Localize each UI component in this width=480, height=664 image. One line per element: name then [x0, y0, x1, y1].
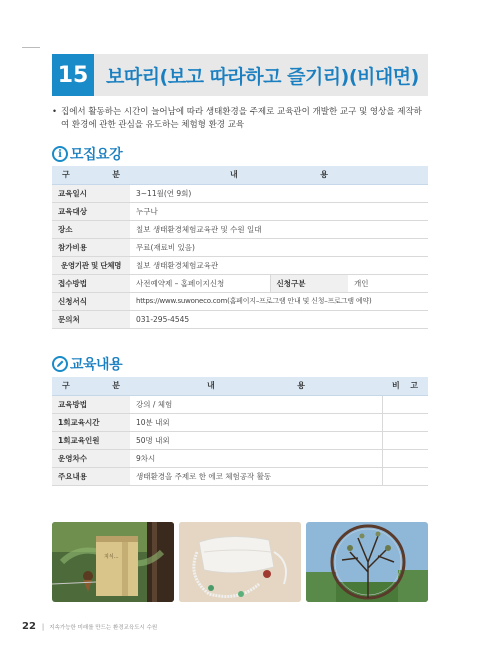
col-header-note — [382, 377, 428, 395]
info-icon: i — [52, 146, 68, 162]
col-header-note-char: 고 — [410, 381, 418, 391]
footer-separator: | — [41, 623, 45, 631]
table-row — [52, 220, 428, 238]
col-header-category-char: 구 — [62, 170, 70, 180]
col-header-content — [130, 166, 428, 184]
row-label: 교육방법 — [52, 395, 130, 413]
table-row — [52, 395, 428, 413]
intro-text: 집에서 활동하는 시간이 늘어남에 따라 생태환경을 주제로 교육관이 개발한 교구 및 영상을 제작하여 환경에 관한 관심을 유도하는 체험형 환경 교육 — [61, 107, 422, 130]
row-value: 강의 / 체험 — [130, 395, 382, 413]
row-value: 생태환경을 주제로 한 에코 체험공작 활동 — [130, 467, 382, 485]
row-value-url[interactable]: https://www.suwoneco.com(홈페이지–프로그램 안내 및 신청–프로그램 예약) — [130, 292, 428, 310]
col-header-category — [52, 377, 130, 395]
row-note — [382, 413, 428, 431]
program-number: 15 — [52, 54, 94, 96]
col-header-category-char: 분 — [112, 381, 120, 391]
table-row — [52, 310, 428, 328]
row-label: 교육일시 — [52, 184, 130, 202]
table-row — [52, 467, 428, 485]
table-row — [52, 413, 428, 431]
bullet: • — [52, 107, 58, 117]
table-row — [52, 274, 428, 292]
svg-text:지식…: 지식… — [104, 554, 119, 560]
photo-wooden-birdhouse — [52, 522, 174, 602]
recruit-header-row — [52, 166, 428, 184]
top-rule — [22, 47, 40, 48]
table-row — [52, 202, 428, 220]
table-row — [52, 431, 428, 449]
row-value: 3~11월(연 9회) — [130, 184, 428, 202]
row-value-2: 개인 — [348, 274, 428, 292]
row-note — [382, 395, 428, 413]
intro-paragraph — [52, 106, 428, 132]
row-value: 50명 내외 — [130, 431, 382, 449]
content-heading — [52, 355, 122, 373]
photo-tree-dreamcatcher — [306, 522, 428, 602]
content-header-row — [52, 377, 428, 395]
row-label: 접수방법 — [52, 274, 130, 292]
title-bar — [52, 54, 428, 96]
recruit-title: 모집요강 — [70, 147, 123, 163]
row-value: 9차시 — [130, 449, 382, 467]
col-header-note-char: 비 — [392, 381, 400, 391]
row-value: 사전예약제 – 홈페이지신청 — [130, 274, 270, 292]
row-value: 칠보 생태환경체험교육관 — [130, 256, 428, 274]
col-header-content-char: 내 — [230, 170, 238, 180]
content-table — [52, 377, 428, 486]
row-label: 문의처 — [52, 310, 130, 328]
recruit-table — [52, 166, 428, 329]
recruit-heading — [52, 145, 122, 163]
content-title: 교육내용 — [70, 357, 123, 373]
col-header-content-char: 용 — [297, 381, 305, 391]
row-label: 1회교육시간 — [52, 413, 130, 431]
page-footer — [22, 621, 157, 632]
col-header-content-char: 용 — [320, 170, 328, 180]
row-value: 칠보 생태환경체험교육관 및 수원 일대 — [130, 220, 428, 238]
row-label: 주요내용 — [52, 467, 130, 485]
page-number: 22 — [22, 621, 36, 632]
table-row — [52, 184, 428, 202]
row-label: 신청서식 — [52, 292, 130, 310]
col-header-category — [52, 166, 130, 184]
program-title: 보따리(보고 따라하고 즐기리)(비대면) — [106, 65, 419, 88]
col-header-content-char: 내 — [207, 381, 215, 391]
pencil-icon — [52, 356, 68, 372]
row-note — [382, 467, 428, 485]
row-label: 운영차수 — [52, 449, 130, 467]
row-value: 누구나 — [130, 202, 428, 220]
photo-mask-strap — [179, 522, 301, 602]
row-value-phone: 031-295-4545 — [130, 310, 428, 328]
table-row — [52, 238, 428, 256]
footer-text: 지속가능한 미래를 만드는 환경교육도시 수원 — [49, 625, 158, 631]
row-value: 무료(재료비 있음) — [130, 238, 428, 256]
row-label: 1회교육인원 — [52, 431, 130, 449]
row-note — [382, 431, 428, 449]
row-label: 참가비용 — [52, 238, 130, 256]
table-row — [52, 292, 428, 310]
row-label: 장소 — [52, 220, 130, 238]
row-label: 운영기관 및 단체명 — [52, 256, 130, 274]
row-label: 교육대상 — [52, 202, 130, 220]
table-row — [52, 449, 428, 467]
row-note — [382, 449, 428, 467]
row-label-2: 신청구분 — [270, 274, 348, 292]
col-header-content — [130, 377, 382, 395]
row-value: 10분 내외 — [130, 413, 382, 431]
col-header-category-char: 분 — [112, 170, 120, 180]
table-row — [52, 256, 428, 274]
col-header-category-char: 구 — [62, 381, 70, 391]
